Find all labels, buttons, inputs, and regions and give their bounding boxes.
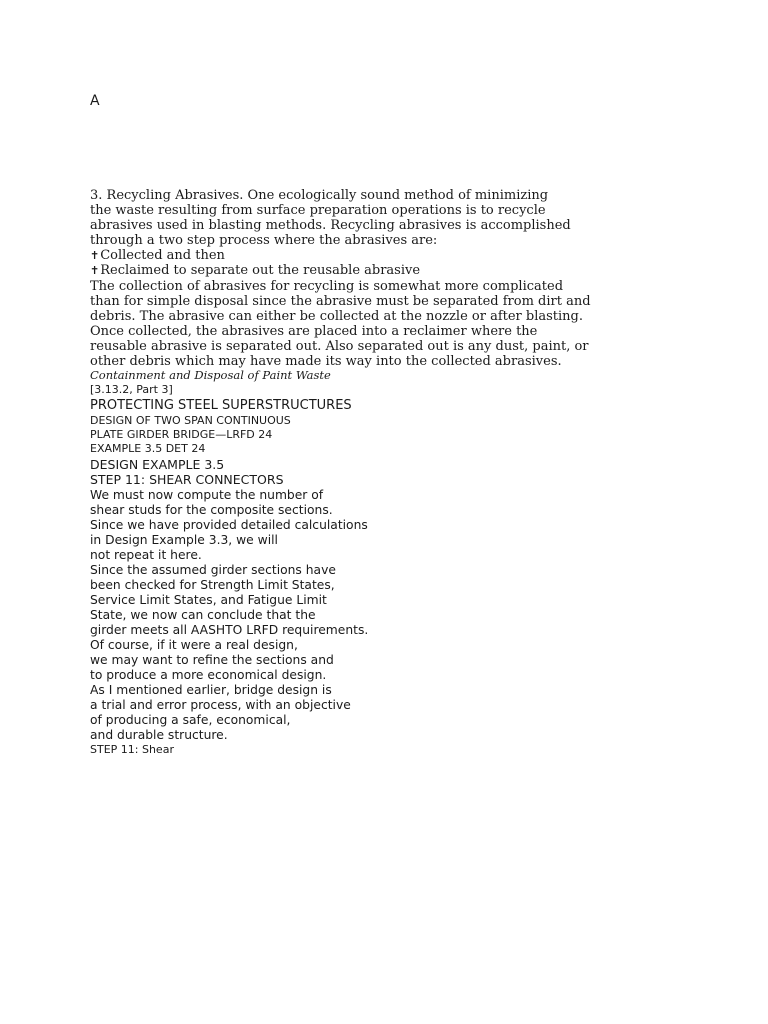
body-line: girder meets all AASHTO LRFD requirements. <box>90 623 369 638</box>
paragraph-line: than for simple disposal since the abrasive must be separated from dirt and <box>90 293 591 309</box>
paragraph-line: The collection of abrasives for recycling is somewhat more complicated <box>90 278 564 294</box>
section-title: PROTECTING STEEL SUPERSTRUCTURES <box>90 398 352 413</box>
body-line: As I mentioned earlier, bridge design is <box>90 683 332 698</box>
recycling-line: abrasives used in blasting methods. Recycling abrasives is accomplished <box>90 218 571 234</box>
body-line: been checked for Strength Limit States, <box>90 577 335 592</box>
page-marker: A <box>90 93 100 109</box>
body-line: Since we have provided detailed calculations <box>90 517 368 532</box>
recycling-line: 3. Recycling Abrasives. One ecologically sound method of minimizing <box>90 188 549 203</box>
body-line: and durable structure. <box>90 728 228 743</box>
body-line: Of course, if it were a real design, <box>90 638 298 653</box>
paragraph-line: reusable abrasive is separated out. Also separated out is any dust, paint, or <box>90 338 589 354</box>
body-line: Since the assumed girder sections have <box>90 562 336 577</box>
design-section <box>90 383 710 757</box>
cross-bullet-icon: ✝ <box>90 264 100 278</box>
body-line: to produce a more economical design. <box>90 668 327 683</box>
bullet-item <box>90 263 710 278</box>
bullet-text: Collected and then <box>100 248 225 264</box>
body-line: not repeat it here. <box>90 547 202 562</box>
bullet-text: Reclaimed to separate out the reusable abrasive <box>100 263 421 279</box>
recycling-line: through a two step process where the abrasives are: <box>90 233 438 249</box>
body-line: Service Limit States, and Fatigue Limit <box>90 592 327 607</box>
body-line: we may want to refine the sections and <box>90 653 334 668</box>
design-header-line: EXAMPLE 3.5 DET 24 <box>90 442 206 456</box>
example-title: DESIGN EXAMPLE 3.5 <box>90 456 225 472</box>
body-line: shear studs for the composite sections. <box>90 502 333 517</box>
reference-label: [3.13.2, Part 3] <box>90 383 173 396</box>
body-line: of producing a safe, economical, <box>90 713 291 728</box>
design-header-line: PLATE GIRDER BRIDGE—LRFD 24 <box>90 428 273 442</box>
body-line: in Design Example 3.3, we will <box>90 532 278 547</box>
source-caption: Containment and Disposal of Paint Waste <box>90 368 331 383</box>
cross-bullet-icon: ✝ <box>90 249 100 263</box>
step-title: STEP 11: SHEAR CONNECTORS <box>90 472 284 488</box>
recycling-line: the waste resulting from surface preparation operations is to recycle <box>90 203 546 219</box>
bullet-item <box>90 248 710 263</box>
recycling-section <box>90 188 710 382</box>
body-line: State, we now can conclude that the <box>90 607 316 622</box>
paragraph-line: other debris which may have made its way into the collected abrasives. <box>90 354 562 370</box>
body-line: We must now compute the number of <box>90 487 324 502</box>
paragraph-line: Once collected, the abrasives are placed into a reclaimer where the <box>90 323 538 339</box>
footer-step: STEP 11: Shear <box>90 743 174 757</box>
body-line: a trial and error process, with an objective <box>90 698 351 713</box>
design-header-line: DESIGN OF TWO SPAN CONTINUOUS <box>90 414 291 427</box>
paragraph-line: debris. The abrasive can either be collected at the nozzle or after blasting. <box>90 308 584 324</box>
